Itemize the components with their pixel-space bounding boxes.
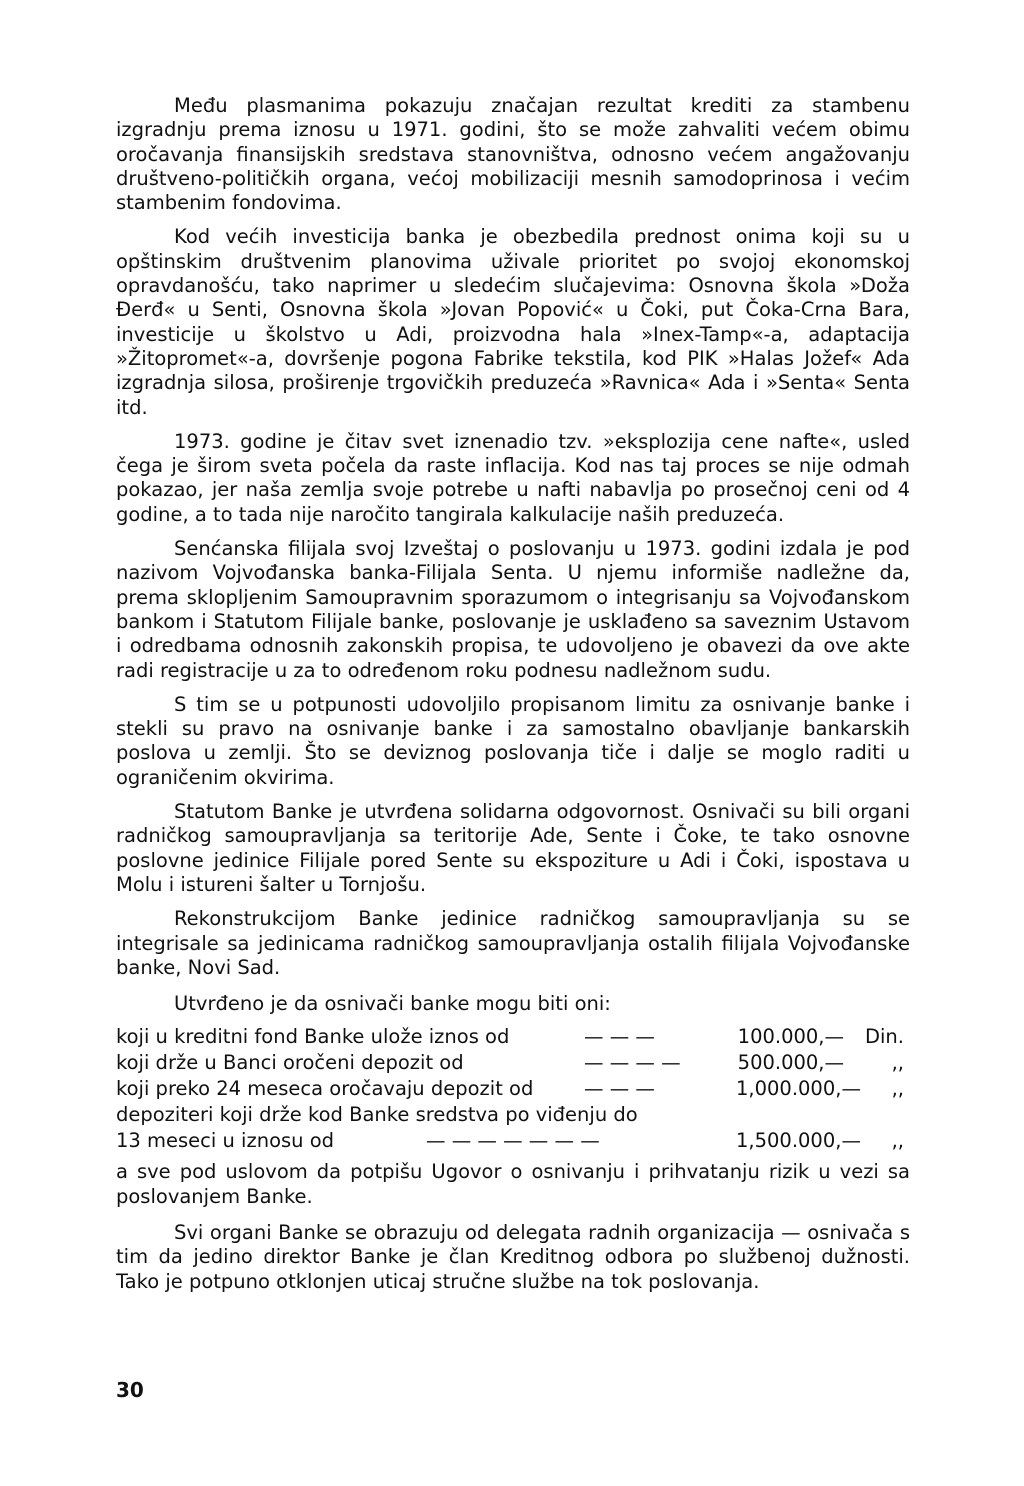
founders-intro: Utvrđeno je da osnivači banke mogu biti oni: [174, 992, 611, 1016]
list-item-amount: 100.000,— [737, 1025, 844, 1049]
list-item-unit: ,, [891, 1129, 904, 1153]
paragraph-reconstruction: Rekonstrukcijom Banke jedinice radničkog samoupravljanja su se integrisale sa jedinicama radničkog samoupravljanja ostalih filijala Vojvođanske banke, Novi Sad. [116, 907, 910, 979]
list-item-amount: 1,000.000,— [736, 1077, 861, 1101]
page-body [116, 94, 910, 1304]
list-item-unit: ,, [891, 1077, 904, 1101]
list-item [116, 1024, 906, 1050]
list-item [116, 1050, 906, 1076]
list-item-dashes: — — — — — — — [426, 1129, 600, 1153]
paragraph-closing: Svi organi Banke se obrazuju od delegata radnih organizacija — osnivača s tim da jedino direktor Banke je član Kreditnog odbora po službenoj dužnosti. Tako je potpuno otklonjen uticaj stručne službe na tok poslovanja. [116, 1220, 910, 1293]
list-item-unit: Din. [865, 1025, 904, 1049]
list-item-continued [116, 1128, 906, 1154]
list-item-text: koji preko 24 meseca oročavaju depozit od [116, 1077, 534, 1101]
paragraph-limit: S tim se u potpunosti udovoljilo propisanom limitu za osnivanje banke i stekli su pravo na osnivanje banke i za samostalno obavljanje bankarskih poslova u zemlji. Što se deviznog poslovanja tiče i dalje se moglo raditi u ograničenim okvirima. [116, 692, 910, 789]
paragraph-oil-crisis: 1973. godine je čitav svet iznenadio tzv. »eksplozija cene nafte«, usled čega je širom sveta počela da raste inflacija. Kod nas taj proces se nije odmah pokazao, jer naša zemlja svoje potrebe u nafti nabavlja po prosečnoj ceni od 4 godine, a to tada nije naročito tangirala kalkulacije naših preduzeća. [116, 429, 910, 526]
paragraph-statute: Statutom Banke je utvrđena solidarna odgovornost. Osnivači su bili organi radničkog samoupravljanja sa teritorije Ade, Sente i Čoke, te tako osnovne poslovne jedinice Filijale pored Sente su ekspoziture u Adi i Čoki, ispostava u Molu i istureni šalter u Tornjošu. [116, 800, 910, 896]
list-item-dashes: — — — — [584, 1051, 681, 1075]
list-item-text: depoziteri koji drže kod Banke sredstva po viđenju do [116, 1103, 638, 1127]
list-item [116, 1076, 906, 1102]
list-item-dashes: — — — [584, 1077, 655, 1101]
list-item-dashes: — — — [584, 1025, 655, 1049]
list-item-text: koji drže u Banci oročeni depozit od [116, 1051, 464, 1075]
paragraph-investments: Kod većih investicija banka je obezbedila prednost onima koji su u opštinskim društvenim planovima uživale prioritet po svojoj ekonomskoj opravdanošću, tako naprimer u sledećim slučajevima: Osnovna škola »Doža Đerđ« u Senti, Osnovna škola »Jovan Popović« u Čoki, put Čoka-Crna Bara, investicije u školstvo u Adi, proizvodna hala »Inex-Tamp«-a, adaptacija »Žitopromet«-a, dovršenje pogona Fabrike tekstila, kod PIK »Halas Jožef« Ada izgradnja silosa, proširenje trgovičkih preduzeća »Ravnica« Ada i »Senta« Senta itd. [116, 225, 910, 419]
list-item-unit: ,, [891, 1051, 904, 1075]
paragraph-senta-branch-report: Senćanska filijala svoj Izveštaj o poslovanju u 1973. godini izdala je pod nazivom Vojvođanska banka-Filijala Senta. U njemu informiše nadležne da, prema sklopljenim Samoupravnim sporazumom o integrisanju sa Vojvođanskom bankom i Statutom Filijale banke, poslovanje je usklađeno sa saveznim Ustavom i odredbama odnosnih zakonskih propisa, te udovoljeno je obavezi da ove akte radi registracije u za to određenom roku podnesu nadležnom sudu. [116, 537, 910, 682]
list-item [116, 1102, 906, 1128]
list-item-text: 13 meseci u iznosu od [116, 1129, 335, 1153]
founders-condition: a sve pod uslovom da potpišu Ugovor o osnivanju i prihvatanju rizik u vezi sa poslovanjem Banke. [116, 1160, 910, 1208]
founders-list [116, 1024, 906, 1154]
list-item-amount: 500.000,— [737, 1051, 844, 1075]
paragraph-housing-loans: Među plasmanima pokazuju značajan rezultat krediti za stambenu izgradnju prema iznosu u 1971. godini, što se može zahvaliti većem obimu oročavanja finansijskih sredstava stanovništva, odnosno većem angažovanju društveno-političkih organa, većoj mobilizaciji mesnih samodoprinosa i većim stambenim fondovima. [116, 94, 910, 215]
list-item-text: koji u kreditni fond Banke ulože iznos od [116, 1025, 510, 1049]
page-number: 30 [116, 1378, 144, 1402]
list-item-amount: 1,500.000,— [736, 1129, 861, 1153]
